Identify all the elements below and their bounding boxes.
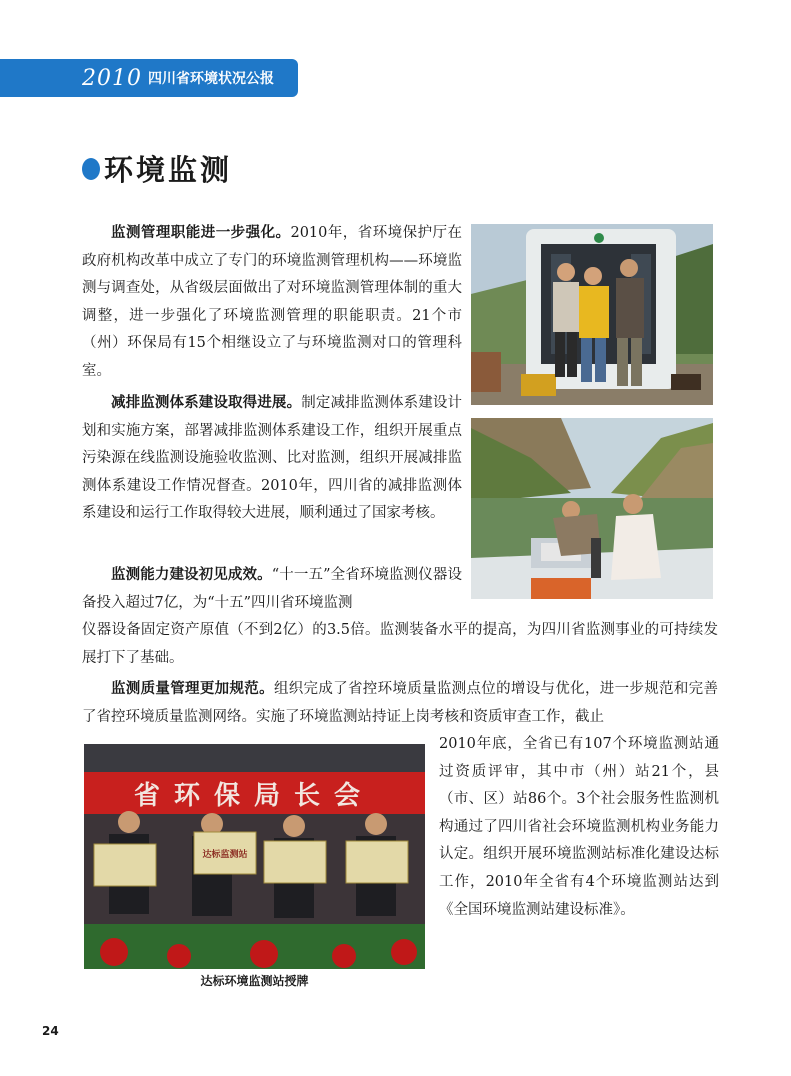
paragraph-lead: 减排监测体系建设取得进展。 <box>111 395 302 411</box>
paragraph-body: 仪器设备固定资产原值（不到2亿）的3.5倍。监测装备水平的提高，为四川省监测事业的可持续发展打下了基础。 <box>82 622 718 666</box>
paragraph-lead: 监测能力建设初见成效。 <box>111 567 272 583</box>
paragraph-body: 组织完成了省控环境质量监测点位的增设与优化，进一步规范和完善了省控环境质量监测网络。实施了环境监测站持证上岗考核和资质审查工作，截止 <box>82 681 718 725</box>
paragraph-body: 2010年底，全省已有107个环境监测站通过资质评审，其中市（州）站21个，县（市、区）站86个。3个社会服务性监测机构通过了四川省社会环境监测机构业务能力认定。组织开展环境监测站标准化建设达标工作，2010年全省有4个环境监测站达到《全国环境监测站建设标准》。 <box>439 736 719 918</box>
photo-caption: 达标环境监测站授牌 <box>200 974 309 988</box>
paragraph-quality-continued <box>439 731 719 924</box>
header-bar <box>0 59 298 97</box>
photo-monitoring-van <box>471 224 713 405</box>
paragraph-body: 制定减排监测体系建设计划和实施方案，部署减排监测体系建设工作，组织开展重点污染源在线监测设施验收监测、比对监测，组织开展减排监测体系建设工作情况督查。2010年，四川省的减排监测体系建设和运行工作取得较大进展，顺利通过了国家考核。 <box>82 395 463 522</box>
plaque-text: 达标监测站 <box>202 850 248 860</box>
header-title: 四川省环境状况公报 <box>148 71 274 87</box>
section-title: 环境监测 <box>104 153 233 187</box>
paragraph-capacity <box>82 562 462 617</box>
header-year: 2010 <box>82 65 142 91</box>
photo-award-ceremony <box>84 744 425 969</box>
paragraph-capacity-continued <box>82 617 718 672</box>
paragraph-lead: 监测质量管理更加规范。 <box>111 681 274 697</box>
page-number: 24 <box>42 1024 59 1038</box>
paragraph-body: 2010年，省环境保护厅在政府机构改革中成立了专门的环境监测管理机构——环境监测与调查处，从省级层面做出了对环境监测管理体制的重大调整，进一步强化了环境监测管理的职能职责。21个市（州）环保局有15个相继设立了与环境监测对口的管理科室。 <box>82 225 462 379</box>
paragraph-quality <box>82 676 718 731</box>
paragraph-emission-reduction <box>82 390 462 528</box>
paragraph-body: “十一五”全省环境监测仪器设备投入超过7亿，为“十五”四川省环境监测 <box>82 567 463 611</box>
bullet-dot-icon <box>82 158 100 180</box>
paragraph-management <box>82 220 462 386</box>
photo-water-sampling <box>471 418 713 599</box>
paragraph-lead: 监测管理职能进一步强化。 <box>111 225 291 241</box>
banner-text: 省环保局长会 <box>133 781 375 811</box>
section-heading <box>82 148 232 189</box>
